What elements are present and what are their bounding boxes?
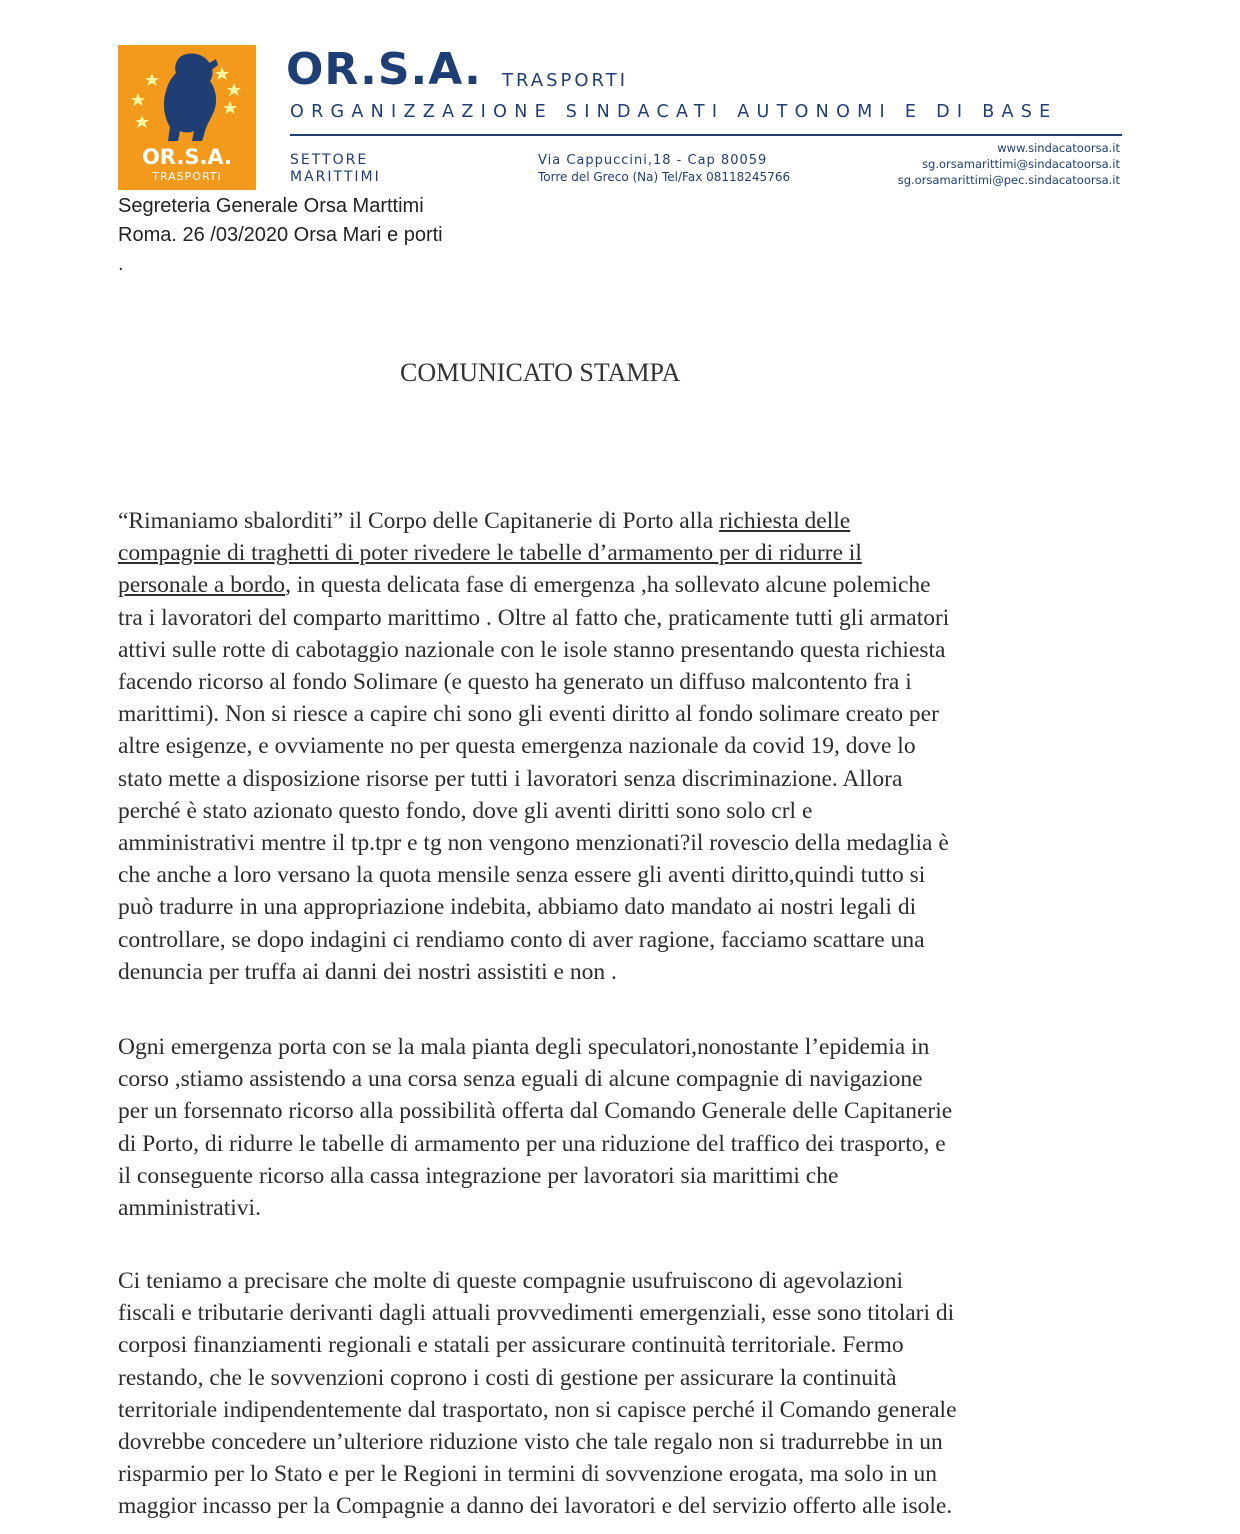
paragraph-line: facendo ricorso al fondo Solimare (e questo ha generato un diffuso malcontento fra i (118, 669, 912, 696)
logo-title: OR.S.A. (141, 145, 233, 169)
paragraph-line: Ci teniamo a precisare che molte di queste compagnie usufruiscono di agevolazioni (118, 1268, 904, 1294)
website-link[interactable]: www.sindacatoorsa.it (997, 141, 1120, 155)
logo-subtitle: TRASPORTI (152, 170, 222, 183)
paragraph-line: territoriale indipendentemente dal trasportato, non si capisce perché il Comando generale (118, 1396, 957, 1423)
paragraph-line: Ogni emergenza porta con se la mala pianta degli speculatori,nonostante l’epidemia in (118, 1034, 930, 1060)
brand-sector: TRASPORTI (502, 70, 629, 91)
address-block (538, 152, 790, 186)
paragraph-line: maggior incasso per la Compagnie a danno dei lavoratori e del servizio offerto alle isole. (118, 1493, 953, 1520)
paragraph-line: tra i lavoratori del comparto marittimo . Oltre al fatto che, praticamente tutti gli armatori (118, 604, 950, 631)
paragraph-line: può tradurre in una appropriazione indebita, abbiamo dato mandato ai nostri legali di (118, 894, 917, 921)
contacts-block (898, 140, 1120, 188)
organization-name: ORGANIZZAZIONE SINDACATI AUTONOMI E DI BASE (290, 102, 1058, 122)
paragraph-line: altre esigenze, e ovviamente no per questa emergenza nazionale da covid 19, dove lo (118, 733, 916, 760)
underlined-text: richiesta delle (719, 508, 851, 534)
paragraph-2 (118, 1031, 1128, 1224)
address-line1: Via Cappuccini,18 - Cap 80059 (538, 153, 768, 168)
text-segment: “Rimaniamo sbalorditi” il Corpo delle Capitanerie di Porto alla (118, 508, 720, 534)
header-info (118, 192, 443, 279)
paragraph-line: amministrativi mentre il tp.tpr e tg non vengono menzionati?il rovescio della medaglia è (118, 830, 949, 857)
dot-line: . (118, 253, 124, 275)
paragraph-line: perché è stato azionato questo fondo, dove gli aventi diritti sono solo crl e (118, 797, 813, 824)
orsa-logo (118, 45, 256, 190)
paragraph-line: corso ,stiamo assistendo a una corsa senza eguali di alcune compagnie di navigazione (118, 1066, 923, 1093)
paragraph-line: controllare, se dopo indagini ci rendiamo conto di aver ragione, facciamo scattare una (118, 926, 925, 953)
document-title: COMUNICATO STAMPA (400, 358, 681, 387)
paragraph-line (118, 505, 1128, 537)
paragraph-line: corposi finanziamenti regionali e statali per assicurare continuità territoriale. Fermo (118, 1332, 904, 1359)
paragraph-line: fiscali e tributarie derivanti dagli attuali provvedimenti emergenziali, esse sono titolari di (118, 1300, 955, 1327)
paragraph-3 (118, 1265, 1128, 1523)
paragraph-line: dovrebbe concedere un’ulteriore riduzione visto che tale regalo non si tradurrebbe in un (118, 1429, 943, 1456)
settore-block (290, 152, 381, 186)
date-line: Roma. 26 /03/2020 Orsa Mari e porti (118, 224, 443, 246)
paragraph-line: attivi sulle rotte di cabotaggio nazionale con le isole stanno presentando questa richiesta (118, 636, 946, 663)
paragraph-line: amministrativi. (118, 1195, 261, 1222)
paragraph-line: stato mette a disposizione risorse per tutti i lavoratori senza discriminazione. Allora (118, 765, 903, 792)
secretariat-line: Segreteria Generale Orsa Marttimi (118, 195, 424, 217)
address-line2: Torre del Greco (Na) Tel/Fax 08118245766 (538, 170, 791, 184)
paragraph-line: il conseguente ricorso alla cassa integrazione per lavoratori sia marittimi che (118, 1162, 839, 1189)
paragraph-line (118, 569, 1128, 601)
text-segment: , in questa delicata fase di emergenza ,ha sollevato alcune polemiche (285, 572, 931, 599)
paragraph-line: denuncia per truffa ai danni dei nostri assistiti e non . (118, 958, 617, 985)
paragraph-line: restando, che le sovvenzioni coprono i costi di gestione per assicurare la continuità (118, 1364, 897, 1391)
paragraph-line: che anche a loro versano la quota mensile senza essere gli aventi diritto,quindi tutto si (118, 862, 926, 889)
paragraph-line: per un forsennato ricorso alla possibilità offerta dal Comando Generale delle Capitanerie (118, 1098, 953, 1125)
paragraph-line: di Porto, di ridurre le tabelle di armamento per una riduzione del traffico dei trasporto, e (118, 1130, 946, 1157)
settore-line2: MARITTIMI (290, 169, 381, 185)
paragraph-line: risparmio per lo Stato e per le Regioni in termini di sovvenzione erogata, ma solo in un (118, 1461, 938, 1488)
email-link[interactable]: sg.orsamarittimi@sindacatoorsa.it (922, 157, 1120, 171)
pec-link[interactable]: sg.orsamarittimi@pec.sindacatoorsa.it (897, 173, 1120, 187)
underlined-text: compagnie di traghetti di poter rivedere le tabelle d’armamento per di ridurre il (118, 540, 862, 567)
brand-name: OR.S.A. (286, 44, 482, 95)
paragraph-1 (118, 505, 1128, 988)
paragraph-line: marittimi). Non si riesce a capire chi sono gli eventi diritto al fondo solimare creato per (118, 701, 939, 728)
letterhead-divider (290, 134, 1122, 136)
settore-line1: SETTORE (290, 152, 369, 168)
underlined-text: personale a bordo (118, 572, 286, 599)
